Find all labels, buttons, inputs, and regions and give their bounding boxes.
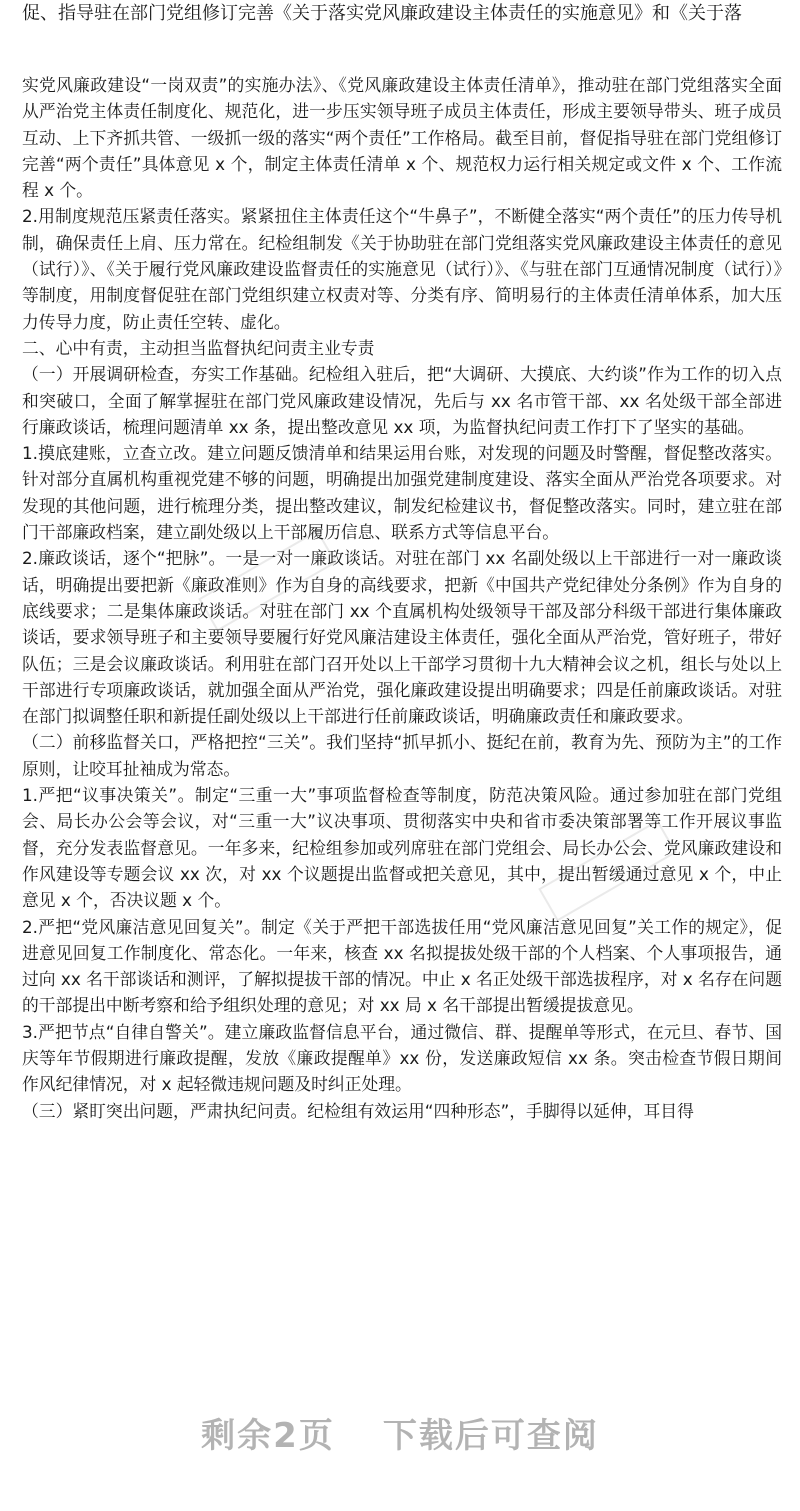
download-to-view-label[interactable]: 下载后可查阅 [382,1416,599,1456]
paragraph: 3.严把节点“自律自警关”。建立廉政监督信息平台，通过微信、群、提醒单等形式，在元旦、春节、国庆等年节假期进行廉政提醒，发放《廉政提醒单》xx 份，发送廉政短信 xx 条。突击检查节假日期间作风纪律情况，对 x 起轻微违规问题及时纠正处理。 [22,1021,782,1095]
download-banner[interactable] [0,1408,800,1457]
paragraph: 2.廉政谈话，逐个“把脉”。一是一对一廉政谈话。对驻在部门 xx 名副处级以上干部进行一对一廉政谈话，明确提出要把新《廉政准则》作为自身的高线要求，把新《中国共产党纪律处分条例》作为自身的底线要求；二是集体廉政谈话。对驻在部门 xx 个直属机构处级领导干部及部分科级干部进行集体廉政谈话，要求领导班子和主要领导要履行好党风廉洁建设主体责任，强化全面从严治党，管好班子，带好队伍；三是会议廉政谈话。利用驻在部门召开处以上干部学习贯彻十九大精神会议之机，组长与处以上干部进行专项廉政谈话，就加强全面从严治党，强化廉政建设提出明确要求；四是任前廉政谈话。对驻在部门拟调整任职和新提任副处级以上干部进行任前廉政谈话，明确廉政责任和廉政要求。 [22,548,782,727]
paragraph: 实党风廉政建设“一岗双责”的实施办法》、《党风廉政建设主体责任清单》，推动驻在部门党组落实全面从严治党主体责任制度化、规范化，进一步压实领导班子成员主体责任，形成主要领导带头、班子成员互动、上下齐抓共管、一级抓一级的落实“两个责任”工作格局。截至目前，督促指导驻在部门党组修订完善“两个责任”具体意见 x 个，制定主体责任清单 x 个、规范权力运行相关规定或文件 x 个、工作流程 x 个。 [22,75,782,201]
previous-page-fragment: 促、指导驻在部门党组修订完善《关于落实党风廉政建设主体责任的实施意见》和《关于落 [22,3,742,24]
paragraph: 1.严把“议事决策关”。制定“三重一大”事项监督检查等制度，防范决策风险。通过参加驻在部门党组会、局长办公会等会议，对“三重一大”议决事项、贯彻落实中央和省市委决策部署等工作开展议事监督，充分发表监督意见。一年多来，纪检组参加或列席驻在部门党组会、局长办公会、党风廉政建设和作风建设等专题会议 xx 次，对 xx 个议题提出监督或把关意见，其中，提出暂缓通过意见 x 个，中止意见 x 个，否决议题 x 个。 [22,785,782,911]
section-heading: 二、心中有责，主动担当监督执纪问责主业专责 [22,337,375,358]
remaining-pages-label: 剩余2页 [201,1416,335,1456]
document-body [22,72,782,1124]
paragraph: 2.严把“党风廉洁意见回复关”。制定《关于严把干部选拔任用“党风廉洁意见回复”关工作的规定》，促进意见回复工作制度化、常态化。一年来，核查 xx 名拟提拔处级干部的个人档案、个人事项报告，通过向 xx 名干部谈话和测评，了解拟提拔干部的情况。中止 x 名正处级干部选拔程序，对 x 名存在问题的干部提出中断考察和给予组织处理的意见；对 xx 局 x 名干部提出暂缓提拔意见。 [22,916,782,1016]
paragraph: （二）前移监督关口，严格把控“三关”。我们坚持“抓早抓小、挺纪在前，教育为先、预防为主”的工作原则，让咬耳扯袖成为常态。 [22,732,782,779]
paragraph: 1.摸底建账，立查立改。建立问题反馈清单和结果运用台账，对发现的问题及时警醒，督促整改落实。针对部分直属机构重视党建不够的问题，明确提出加强党建制度建设、落实全面从严治党各项要求。对发现的其他问题，进行梳理分类，提出整改建议，制发纪检建议书，督促整改落实。同时，建立驻在部门干部廉政档案，建立副处级以上干部履历信息、联系方式等信息平台。 [22,443,782,543]
paragraph: （三）紧盯突出问题，严肃执纪问责。纪检组有效运用“四种形态”，手脚得以延伸，耳目得 [22,1100,694,1121]
paragraph: （一）开展调研检查，夯实工作基础。纪检组入驻后，把“大调研、大摸底、大约谈”作为工作的切入点和突破口，全面了解掌握驻在部门党风廉政建设情况，先后与 xx 名市管干部、xx 名处级干部全部进行廉政谈话，梳理问题清单 xx 条，提出整改意见 xx 项，为监督执纪问责工作打下了坚实的基础。 [22,364,782,437]
paragraph: 2.用制度规范压紧责任落实。紧紧扭住主体责任这个“牛鼻子”，不断健全落实“两个责任”的压力传导机制，确保责任上肩、压力常在。纪检组制发《关于协助驻在部门党组落实党风廉政建设主体责任的意见（试行）》、《关于履行党风廉政建设监督责任的实施意见（试行）》、《与驻在部门互通情况制度（试行）》等制度，用制度督促驻在部门党组织建立权责对等、分类有序、简明易行的主体责任清单体系，加大压力传导力度，防止责任空转、虚化。 [22,206,782,332]
